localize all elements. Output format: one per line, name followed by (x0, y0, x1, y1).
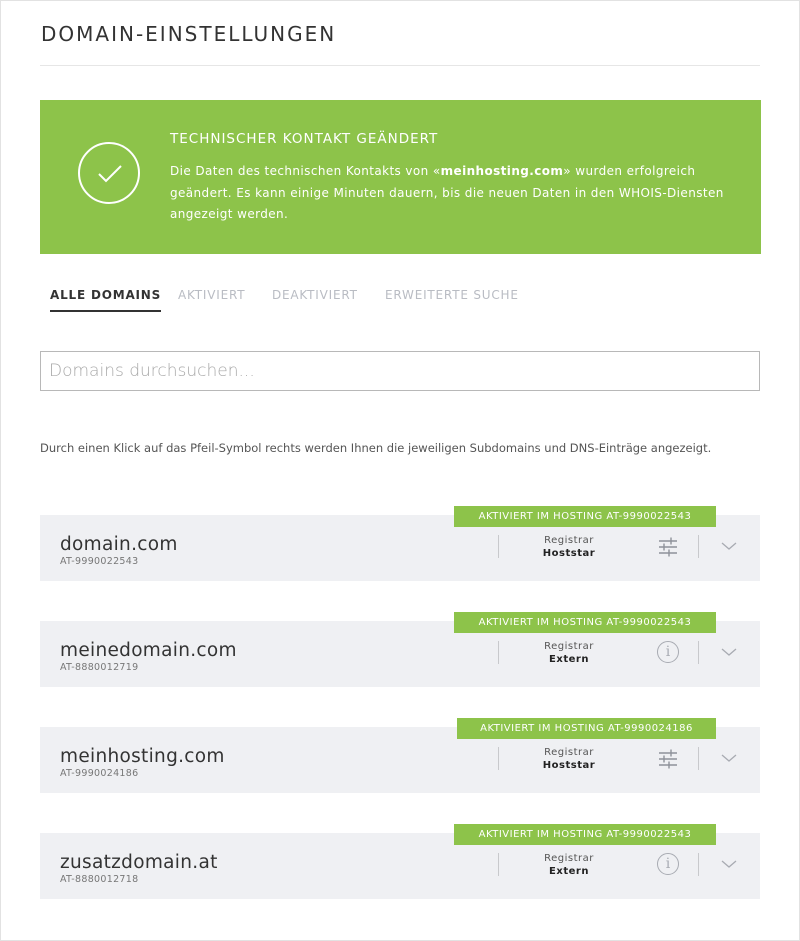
divider (698, 535, 699, 558)
title-divider (40, 65, 760, 66)
success-notice (40, 100, 761, 254)
tab-deactivated[interactable]: DEAKTIVIERT (272, 288, 358, 302)
tab-activated[interactable]: AKTIVIERT (178, 288, 246, 302)
tab-advanced-search[interactable]: ERWEITERTE SUCHE (385, 288, 519, 302)
domain-row (40, 617, 760, 687)
divider (498, 535, 499, 558)
notice-text: Die Daten des technischen Kontakts von «meinhosting.com» wurden erfolgreich geändert. Es kann einige Minuten dauern, bis die neuen Daten in den WHOIS-Diensten angezeigt werden. (170, 164, 724, 221)
hosting-status-badge: AKTIVIERT IM HOSTING AT-9990024186 (457, 718, 716, 739)
hosting-status-badge: AKTIVIERT IM HOSTING AT-9990022543 (454, 506, 716, 527)
checkmark-icon (78, 142, 140, 204)
hosting-status-badge: AKTIVIERT IM HOSTING AT-9990022543 (454, 824, 716, 845)
chevron-down-icon[interactable] (720, 538, 738, 552)
divider (498, 853, 499, 876)
chevron-down-icon[interactable] (720, 856, 738, 870)
hosting-status-badge: AKTIVIERT IM HOSTING AT-9990022543 (454, 612, 716, 633)
registrar-label: Registrar (544, 535, 594, 546)
registrar-label: Registrar (544, 641, 594, 652)
domain-name[interactable]: meinhosting.com (60, 746, 225, 767)
registrar-label: Registrar (544, 853, 594, 864)
hint-text: Durch einen Klick auf das Pfeil-Symbol rechts werden Ihnen die jeweiligen Subdomains und DNS-Einträge angezeigt. (40, 441, 712, 455)
domain-row (40, 829, 760, 899)
domain-name[interactable]: domain.com (60, 534, 178, 555)
chevron-down-icon[interactable] (720, 750, 738, 764)
tab-all-domains[interactable]: ALLE DOMAINS (50, 288, 161, 312)
domain-name[interactable]: zusatzdomain.at (60, 852, 218, 873)
domain-id: AT-8880012719 (60, 662, 139, 673)
domain-row (40, 511, 760, 581)
domain-row (40, 723, 760, 793)
info-icon[interactable]: i (657, 853, 679, 875)
domain-id: AT-9990024186 (60, 768, 139, 779)
settings-sliders-icon[interactable] (656, 535, 682, 559)
registrar-value: Hoststar (542, 548, 596, 559)
divider (698, 853, 699, 876)
notice-domain: meinhosting.com (440, 164, 564, 178)
divider (498, 747, 499, 770)
divider (698, 747, 699, 770)
domain-id: AT-9990022543 (60, 556, 139, 567)
registrar-value: Extern (549, 866, 589, 877)
info-icon[interactable]: i (657, 641, 679, 663)
domain-search-box (40, 351, 760, 391)
domain-name[interactable]: meinedomain.com (60, 640, 237, 661)
registrar-value: Extern (549, 654, 589, 665)
notice-title: TECHNISCHER KONTAKT GEÄNDERT (170, 131, 439, 147)
chevron-down-icon[interactable] (720, 644, 738, 658)
settings-sliders-icon[interactable] (656, 747, 682, 771)
registrar-label: Registrar (544, 747, 594, 758)
domain-id: AT-8880012718 (60, 874, 139, 885)
registrar-value: Hoststar (542, 760, 596, 771)
divider (698, 641, 699, 664)
divider (498, 641, 499, 664)
search-input[interactable] (41, 352, 759, 390)
page-title: DOMAIN-EINSTELLUNGEN (41, 22, 337, 46)
